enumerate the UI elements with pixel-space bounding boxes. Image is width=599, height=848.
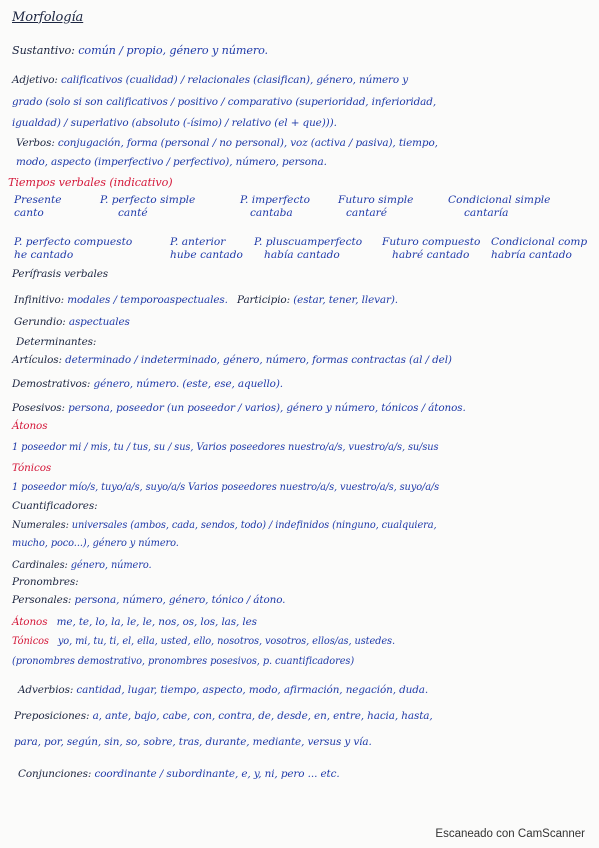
pronombres-extra-line (12, 656, 354, 667)
tiempo-name: P. perfecto compuesto (14, 236, 133, 248)
det-tonicos-text: 1 poseedor mío/s, tuyo/a/s, suyo/a/s Varios poseedores nuestro/a/s, vuestro/a/s, suyo/a/s (12, 482, 440, 493)
adjetivo-text-3: igualdad) / superlativo (absoluto (-ísimo) / relativo (el + que))). (12, 117, 337, 129)
tiempo-condicional-simple (448, 194, 550, 220)
articulos-text: determinado / indeterminado, género, número, formas contractas (al / del) (65, 354, 452, 366)
determinantes-heading (16, 336, 96, 348)
preposiciones-label: Preposiciones (14, 710, 86, 722)
pron-atonos-line (12, 616, 257, 628)
tiempo-example: hube cantado (170, 249, 243, 261)
pron-tonicos-line (12, 636, 395, 647)
tiempo-name: P. pluscuamperfecto (254, 236, 363, 248)
det-atonos-text: 1 poseedor mi / mis, tu / tus, su / sus, Varios poseedores nuestro/a/s, vuestro/a/s, su/sus (12, 442, 439, 453)
tiempo-example: habría cantado (491, 249, 572, 261)
cardinales-label: Cardinales (12, 560, 65, 571)
preposiciones-text-2: para, por, según, sin, so, sobre, tras, durante, mediante, versus y vía. (14, 736, 372, 748)
tiempo-perfecto-simple (100, 194, 195, 220)
tiempo-name: Futuro compuesto (382, 236, 481, 248)
demostrativos-label: Demostrativos (12, 378, 87, 390)
numerales-text-1: universales (ambos, cada, sendos, todo) / indefinidos (ninguno, cualquiera, (71, 520, 437, 531)
tiempo-example: cantaba (250, 207, 293, 219)
sep: : (51, 137, 58, 149)
infinitivo-label: Infinitivo (14, 294, 61, 306)
infinitivo-text: modales / temporoaspectuales. (67, 294, 228, 306)
tiempos-heading (8, 176, 173, 189)
verbos-text-2: modo, aspecto (imperfectivo / perfectivo), número, persona. (16, 156, 327, 168)
gerundio-label: Gerundio (14, 316, 63, 328)
tiempo-perfecto-compuesto (14, 236, 132, 262)
numerales-text-2: mucho, poco...), género y número. (12, 538, 179, 549)
tiempo-example: he cantado (14, 249, 74, 261)
personales-text: persona, número, género, tónico / átono. (74, 594, 286, 606)
gerundio-line: Gerundio: aspectuales (14, 316, 130, 328)
pron-tonicos-text: yo, mi, tu, ti, el, ella, usted, ello, nosotros, vosotros, ellos/as, ustedes. (57, 636, 395, 647)
tiempo-condicional-compuesto (491, 236, 587, 262)
personales-line: Personales: persona, número, género, tónico / átono. (12, 594, 286, 606)
participio-label: Participio (237, 294, 287, 306)
verbos-line-1 (16, 137, 438, 149)
sustantivo-text: común / propio, género y número. (78, 44, 269, 57)
pron-atonos-text: me, te, lo, la, le, le, nos, os, los, las, les (56, 616, 257, 628)
conjunciones-line: Conjunciones: coordinante / subordinante, e, y, ni, pero ... etc. (18, 768, 340, 780)
preposiciones-line-1: Preposiciones: a, ante, bajo, cabe, con, contra, de, desde, en, entre, hacia, hasta, (14, 710, 433, 722)
conjunciones-text: coordinante / subordinante, e, y, ni, pero ... etc. (94, 768, 340, 780)
tiempo-name: P. perfecto simple (100, 194, 196, 206)
adverbios-label: Adverbios (18, 684, 70, 696)
numerales-label: Numerales (12, 520, 66, 531)
pron-atonos-label: Átonos (12, 616, 48, 628)
pron-tonicos-label: Tónicos (12, 636, 49, 647)
tiempo-futuro-compuesto (382, 236, 480, 262)
camscanner-watermark: Escaneado con CamScanner (435, 828, 585, 840)
verbos-line-2 (16, 156, 327, 168)
adverbios-text: cantidad, lugar, tiempo, aspecto, modo, afirmación, negación, duda. (76, 684, 429, 696)
page-title: Morfología (12, 10, 84, 25)
verbos-label: Verbos (16, 137, 52, 149)
articulos-line: Artículos: determinado / indeterminado, género, número, formas contractas (al / del) (12, 354, 452, 366)
posesivos-text: persona, poseedor (un poseedor / varios), género y número, tónicos / átonos. (68, 402, 466, 414)
tiempo-example: habré cantado (392, 249, 470, 261)
demostrativos-line: Demostrativos: género, número. (este, ese, aquello). (12, 378, 283, 390)
det-tonicos-heading-text: Tónicos (12, 462, 52, 474)
adjetivo-label: Adjetivo (12, 74, 55, 86)
det-atonos-line (12, 442, 438, 453)
det-atonos-heading (12, 420, 47, 432)
gerundio-text: aspectuales (68, 316, 130, 328)
cuantificadores-heading-text: Cuantificadores: (12, 500, 98, 512)
tiempo-name: Presente (14, 194, 62, 206)
tiempo-example: había cantado (264, 249, 340, 261)
det-tonicos-line (12, 482, 439, 493)
tiempo-name: P. imperfecto (240, 194, 311, 206)
tiempo-pluscuamperfecto (254, 236, 362, 262)
cuantificadores-heading (12, 500, 97, 512)
determinantes-heading-text: Determinantes: (16, 336, 97, 348)
tiempo-anterior (170, 236, 243, 262)
sustantivo-label: Sustantivo (12, 44, 72, 57)
numerales-line-1: Numerales: universales (ambos, cada, sendos, todo) / indefinidos (ninguno, cualquiera, (12, 520, 437, 531)
preposiciones-text-1: a, ante, bajo, cabe, con, contra, de, desde, en, entre, hacia, hasta, (92, 710, 433, 722)
posesivos-line: Posesivos: persona, poseedor (un poseedor / varios), género y número, tónicos / átonos. (12, 402, 466, 414)
perifrasis-heading (12, 268, 108, 280)
numerales-line-2 (12, 538, 179, 549)
tiempos-heading-text: Tiempos verbales (indicativo) (8, 176, 173, 189)
adjetivo-text-1: calificativos (cualidad) / relacionales (clasifican), género, número y (60, 74, 408, 86)
adjetivo-line-1 (12, 74, 408, 86)
tiempo-presente (14, 194, 62, 220)
tiempo-name: Condicional simple (448, 194, 551, 206)
posesivos-label: Posesivos (12, 402, 62, 414)
conjunciones-label: Conjunciones (18, 768, 88, 780)
sep: : (54, 74, 61, 86)
demostrativos-text: género, número. (este, ese, aquello). (93, 378, 283, 390)
personales-label: Personales (12, 594, 68, 606)
verbos-text-1: conjugación, forma (personal / no personal), voz (activa / pasiva), tiempo, (57, 137, 438, 149)
tiempo-name: P. anterior (170, 236, 226, 248)
pronombres-extra-text: (pronombres demostrativo, pronombres posesivos, p. cuantificadores) (12, 656, 355, 667)
tiempo-example: cantaría (464, 207, 509, 219)
participio-text: (estar, tener, llevar). (293, 294, 399, 306)
tiempo-example: canto (14, 207, 44, 219)
pronombres-heading-text: Pronombres: (12, 576, 79, 588)
tiempo-example: canté (118, 207, 148, 219)
cardinales-line: Cardinales: género, número. (12, 560, 152, 571)
articulos-label: Artículos (12, 354, 59, 366)
perifrasis-heading-text: Perífrasis verbales (12, 268, 108, 280)
cardinales-text: género, número. (70, 560, 152, 571)
sep: : (71, 44, 79, 57)
pronombres-heading (12, 576, 79, 588)
tiempo-example: cantaré (346, 207, 387, 219)
adjetivo-line-3 (12, 117, 337, 129)
tiempo-name: Condicional comp (491, 236, 588, 248)
adverbios-line: Adverbios: cantidad, lugar, tiempo, aspecto, modo, afirmación, negación, duda. (18, 684, 429, 696)
preposiciones-line-2 (14, 736, 372, 748)
adjetivo-text-2: grado (solo si son calificativos / positivo / comparativo (superioridad, inferioridad, (12, 96, 437, 108)
sustantivo-line (12, 44, 268, 57)
tiempo-name: Futuro simple (338, 194, 414, 206)
det-tonicos-heading (12, 462, 51, 474)
tiempo-futuro-simple (338, 194, 413, 220)
det-atonos-heading-text: Átonos (12, 420, 48, 432)
adjetivo-line-2 (12, 96, 436, 108)
infinitivo-line: Infinitivo: modales / temporoaspectuales. Participio: (estar, tener, llevar). (14, 294, 399, 306)
tiempo-imperfecto (240, 194, 310, 220)
